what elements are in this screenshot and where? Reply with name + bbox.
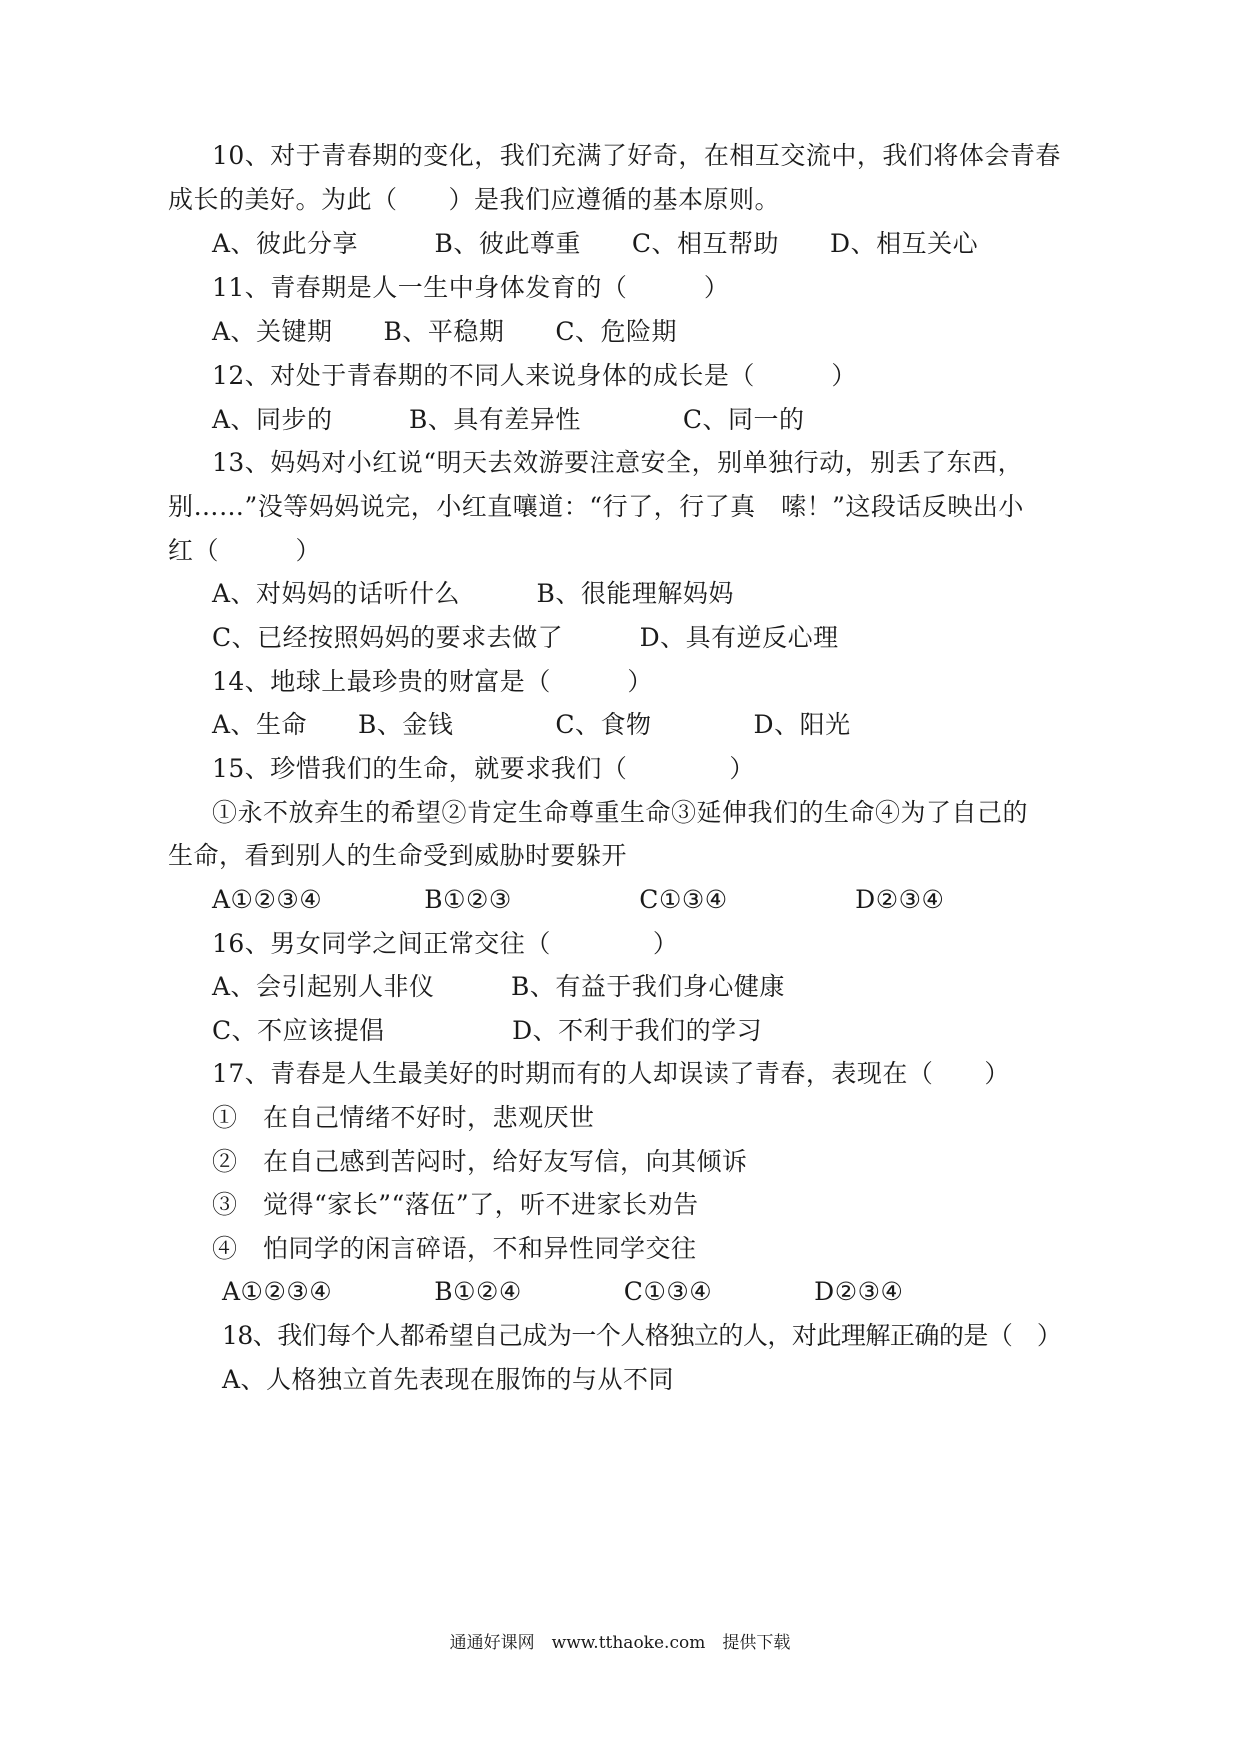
question-18-option-a: A、人格独立首先表现在服饰的与从不同 — [222, 1365, 675, 1394]
question-10-options: A、彼此分享 B、彼此尊重 C、相互帮助 D、相互关心 — [212, 229, 979, 258]
question-15-statements-line-2: 生命，看到别人的生命受到威胁时要躲开 — [168, 841, 628, 870]
question-13-options-cd: C、已经按照妈妈的要求去做了 D、具有逆反心理 — [212, 623, 839, 652]
question-17-options: A①②③④ B①②④ C①③④ D②③④ — [222, 1277, 904, 1306]
question-15-options: A①②③④ B①②③ C①③④ D②③④ — [212, 885, 945, 914]
question-13-options-ab: A、对妈妈的话听什么 B、很能理解妈妈 — [212, 579, 734, 608]
question-10-stem-line-1: 10、对于青春期的变化，我们充满了好奇，在相互交流中，我们将体会青春 — [212, 141, 1061, 170]
question-16-options-cd: C、不应该提倡 D、不利于我们的学习 — [212, 1016, 763, 1045]
question-17-statement-2: ② 在自己感到苦闷时，给好友写信，向其倾诉 — [212, 1147, 748, 1176]
question-17-statement-1: ① 在自己情绪不好时，悲观厌世 — [212, 1103, 595, 1132]
question-17-statement-4: ④ 怕同学的闲言碎语，不和异性同学交往 — [212, 1234, 697, 1263]
question-12-stem: 12、对处于青春期的不同人来说身体的成长是（ ） — [212, 361, 857, 390]
page-footer: 通通好课网 www.tthaoke.com 提供下载 — [449, 1633, 791, 1653]
question-16-stem: 16、男女同学之间正常交往（ ） — [212, 929, 679, 958]
question-17-stem: 17、青春是人生最美好的时期而有的人却误读了青春，表现在（ ） — [212, 1059, 1010, 1088]
question-12-options: A、同步的 B、具有差异性 C、同一的 — [212, 405, 805, 434]
question-15-stem: 15、珍惜我们的生命，就要求我们（ ） — [212, 754, 755, 783]
question-13-stem-line-3: 红（ ） — [168, 536, 322, 565]
question-16-options-ab: A、会引起别人非仪 B、有益于我们身心健康 — [212, 972, 785, 1001]
question-11-options: A、关键期 B、平稳期 C、危险期 — [212, 317, 678, 346]
question-14-options: A、生命 B、金钱 C、食物 D、阳光 — [212, 710, 851, 739]
question-17-statement-3: ③ 觉得“家长”“落伍”了，听不进家长劝告 — [212, 1190, 699, 1219]
question-13-stem-line-2: 别……”没等妈妈说完，小红直嚷道：“行了，行了真 嗦！”这段话反映出小 — [168, 492, 1024, 521]
question-14-stem: 14、地球上最珍贵的财富是（ ） — [212, 667, 653, 696]
question-15-statements-line-1: ①永不放弃生的希望②肯定生命尊重生命③延伸我们的生命④为了自己的 — [212, 798, 1029, 827]
question-11-stem: 11、青春期是人一生中身体发育的（ ） — [212, 273, 730, 302]
question-10-stem-line-2: 成长的美好。为此（ ）是我们应遵循的基本原则。 — [168, 185, 781, 214]
question-18-stem: 18、我们每个人都希望自己成为一个人格独立的人，对此理解正确的是（ ） — [222, 1321, 1062, 1350]
question-13-stem-line-1: 13、妈妈对小红说“明天去效游要注意安全，别单独行动，别丢了东西， — [212, 448, 1024, 477]
